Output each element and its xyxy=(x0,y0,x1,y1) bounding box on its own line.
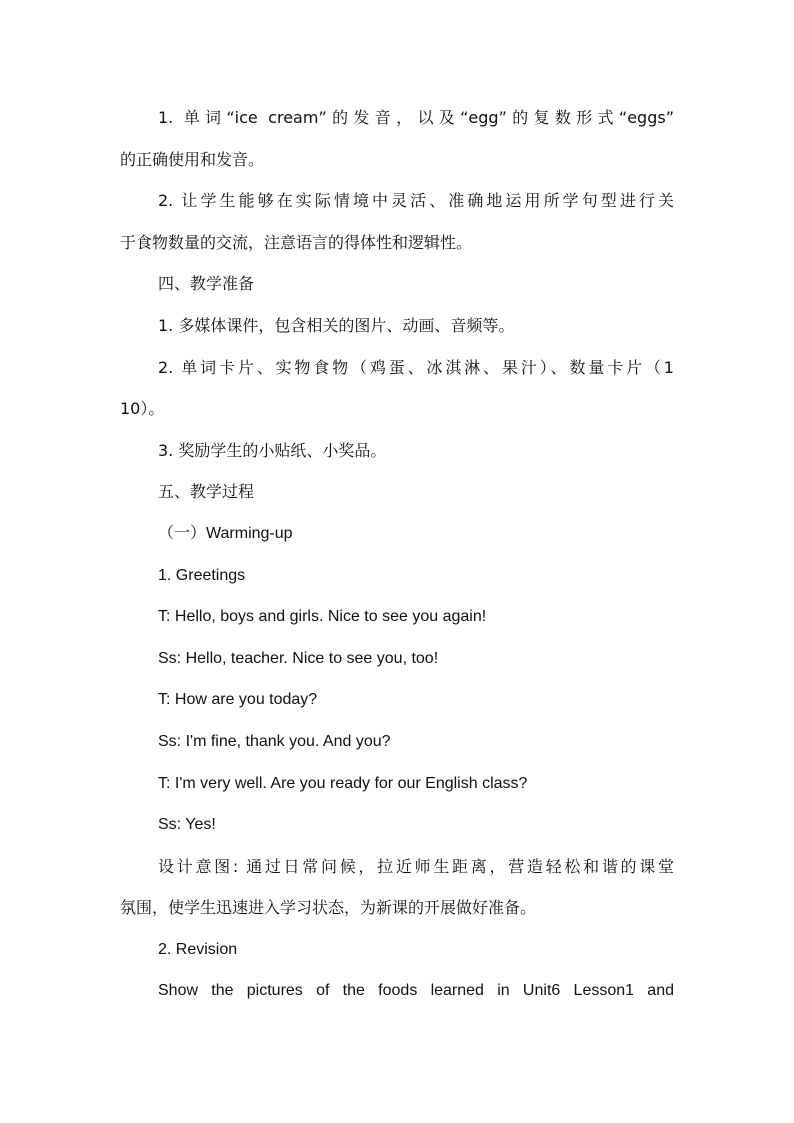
objective-line-1-cont: 的正确使用和发音。 xyxy=(120,149,265,169)
objective-line-2: 2. 让学生能够在实际情境中灵活、准确地运用所学句型进行关 xyxy=(158,191,674,211)
preparation-item-1: 1. 多媒体课件，包含相关的图片、动画、音频等。 xyxy=(158,315,515,335)
dialogue-line-6: Ss: Yes! xyxy=(158,816,216,834)
objective-line-2-cont: 于食物数量的交流，注意语言的得体性和逻辑性。 xyxy=(120,232,473,252)
preparation-item-3: 3. 奖励学生的小贴纸、小奖品。 xyxy=(158,440,387,460)
objective-line-1: 1. 单词“ice cream”的发音，以及“egg”的复数形式“eggs” xyxy=(158,108,674,127)
dialogue-line-3: T: How are you today? xyxy=(158,691,318,709)
dialogue-line-2: Ss: Hello, teacher. Nice to see you, too! xyxy=(158,649,439,667)
step-greetings: 1. Greetings xyxy=(158,566,246,584)
preparation-item-2: 2. 单词卡片、实物食物（鸡蛋、冰淇淋、果汁）、数量卡片（1 xyxy=(158,357,674,377)
section-heading-process: 五、教学过程 xyxy=(158,482,255,502)
step-revision: 2. Revision xyxy=(158,940,238,958)
dialogue-line-1: T: Hello, boys and girls. Nice to see you again! xyxy=(158,608,487,626)
dialogue-line-5: T: I'm very well. Are you ready for our English class? xyxy=(158,774,528,792)
subsection-warming-up: （一）Warming-up xyxy=(158,524,293,542)
section-heading-preparation: 四、教学准备 xyxy=(158,274,255,294)
design-intent-line-2: 氛围，使学生迅速进入学习状态，为新课的开展做好准备。 xyxy=(120,898,537,918)
design-intent-line-1: 设计意图: 通过日常问候，拉近师生距离，营造轻松和谐的课堂 xyxy=(158,856,674,876)
document-body xyxy=(120,97,674,1012)
preparation-item-2-cont: 10）。 xyxy=(120,399,165,419)
revision-text-line: Show the pictures of the foods learned in Unit6 Lesson1 and xyxy=(158,982,674,1000)
dialogue-line-4: Ss: I'm fine, thank you. And you? xyxy=(158,732,391,750)
